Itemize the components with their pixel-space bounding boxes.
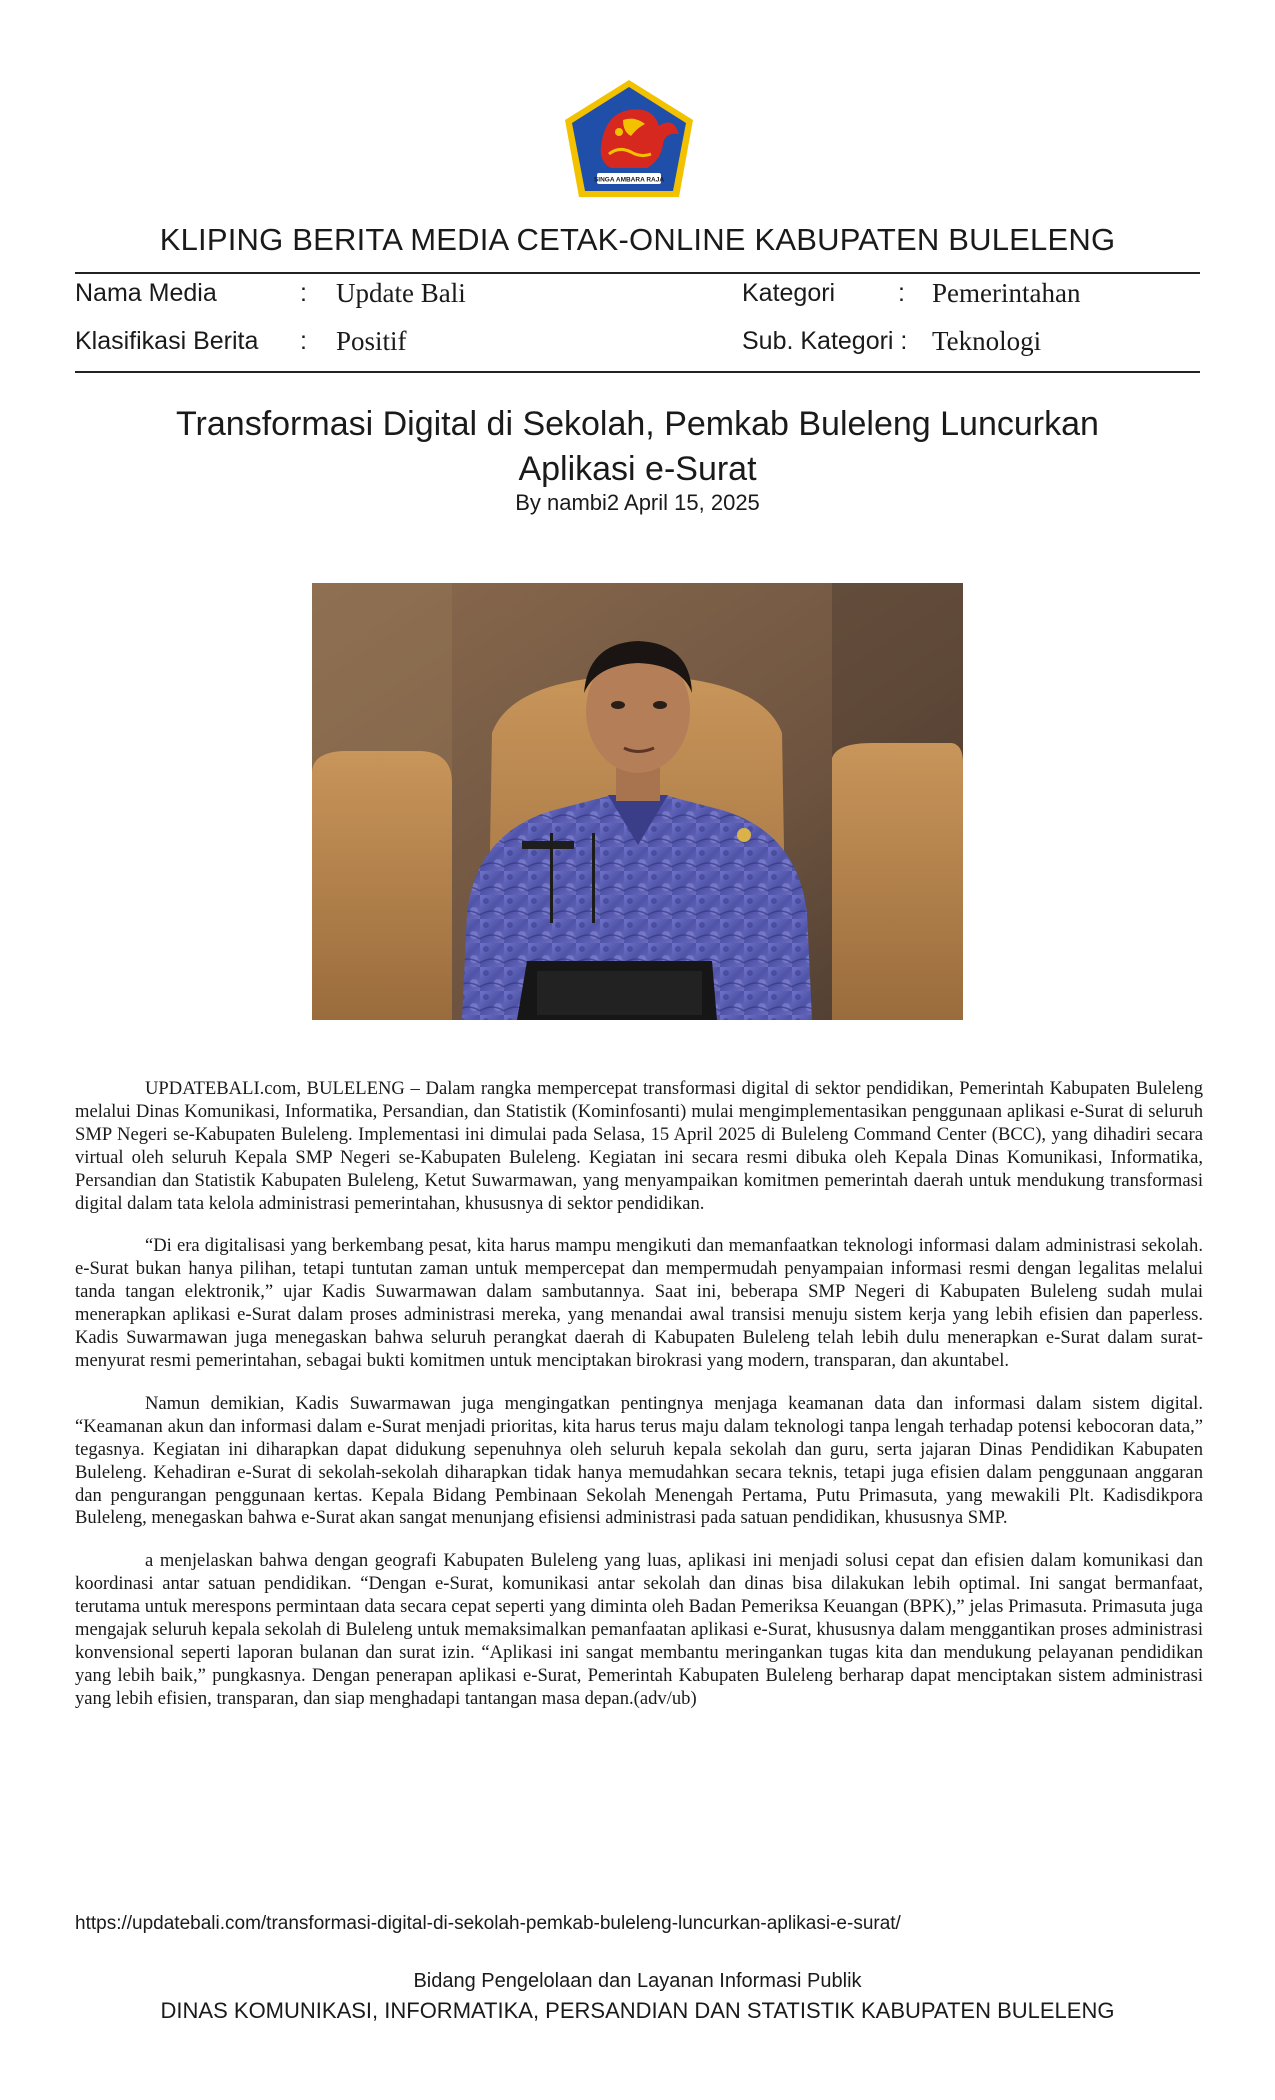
- header-divider-bottom: [75, 371, 1200, 373]
- footer-department: Bidang Pengelolaan dan Layanan Informasi Publik: [413, 1970, 862, 1992]
- klasifikasi-label: Klasifikasi Berita: [75, 327, 259, 355]
- kategori-separator: :: [898, 279, 905, 307]
- kategori-label: Kategori: [742, 279, 836, 307]
- footer-agency: DINAS KOMUNIKASI, INFORMATIKA, PERSANDIAN DAN STATISTIK KABUPATEN BULELENG: [160, 1998, 1115, 2023]
- article-paragraph: a menjelaskan bahwa dengan geografi Kabupaten Buleleng yang luas, aplikasi ini menjadi solusi cepat dan efisien dalam komunikasi dan koordinasi antar satuan pendidikan. “Dengan e-Surat, komunikasi antar sekolah dan dinas bisa dilakukan lebih optimal. Ini sangat bermanfaat, terutama untuk merespons permintaan data secara cepat seperti yang diminta oleh Badan Pemeriksa Keuangan (BPK),” jelas Primasuta. Primasuta juga mengajak seluruh kepala sekolah di Buleleng untuk memaksimalkan pemanfaatan aplikasi e-Surat, khususnya dalam menggantikan proses administrasi konvensional seperti laporan bulanan dan surat izin. “Aplikasi ini sangat membantu meringankan tugas kita dan mendukung pelayanan pendidikan yang lebih baik,” pungkasnya. Dengan penerapan aplikasi e-Surat, Pemerintah Kabupaten Buleleng berharap dapat menciptakan sistem administrasi yang lebih efisien, transparan, dan siap menghadapi tantangan masa depan.(adv/ub): [75, 1550, 1203, 1709]
- article-body: [75, 1078, 1203, 1731]
- article-paragraph: Namun demikian, Kadis Suwarmawan juga mengingatkan pentingnya menjaga keamanan data dan informasi dalam sistem digital. “Keamanan akun dan informasi dalam e-Surat menjadi prioritas, kita harus terus maju dalam teknologi tanpa lengah terhadap potensi kebocoran data,” tegasnya. Kegiatan ini diharapkan dapat didukung sepenuhnya oleh seluruh kepala sekolah dan guru, serta jajaran Dinas Pendidikan Kabupaten Buleleng. Kehadiran e-Surat di sekolah-sekolah diharapkan tidak hanya memudahkan secara teknis, tetapi juga efisien dalam penggunaan anggaran dan pengurangan penggunaan kertas. Kepala Bidang Pembinaan Sekolah Menengah Pertama, Putu Primasuta, yang mewakili Plt. Kadisdikpora Buleleng, menegaskan bahwa e-Surat akan sangat menunjang efisiensi administrasi pada satuan pendidikan, khususnya SMP.: [75, 1392, 1203, 1529]
- article-photo: [312, 583, 963, 1020]
- article-paragraph: “Di era digitalisasi yang berkembang pesat, kita harus mampu mengikuti dan memanfaatkan teknologi informasi dalam administrasi sekolah. e-Surat bukan hanya pilihan, tetapi tuntutan zaman untuk mempercepat dan mempermudah penyampaian informasi resmi dengan legalitas melalui tanda tangan elektronik,” ujar Kadis Suwarmawan dalam sambutannya. Saat ini, beberapa SMP Negeri di Kabupaten Buleleng sudah mulai menerapkan aplikasi e-Surat dalam proses administrasi mereka, yang menandai awal transisi menuju sistem kerja yang lebih efisien dan paperless. Kadis Suwarmawan juga menegaskan bahwa seluruh perangkat daerah di Kabupaten Buleleng telah lebih dulu menerapkan e-Surat dalam surat-menyurat resmi pemerintahan, sebagai bukti komitmen untuk menciptakan birokrasi yang modern, transparan, dan akuntabel.: [75, 1235, 1203, 1371]
- header-divider-top: [75, 272, 1200, 274]
- media-separator: :: [300, 279, 307, 307]
- article-byline: By nambi2 April 15, 2025: [515, 490, 760, 515]
- svg-text:SINGA AMBARA RAJA: SINGA AMBARA RAJA: [593, 176, 665, 184]
- clipping-header-title: KLIPING BERITA MEDIA CETAK-ONLINE KABUPATEN BULELENG: [159, 222, 1116, 257]
- article-title: [100, 402, 1175, 492]
- subkategori-value: Teknologi: [932, 326, 1042, 356]
- article-paragraph: UPDATEBALI.com, BULELENG – Dalam rangka mempercepat transformasi digital di sektor pendidikan, Pemerintah Kabupaten Buleleng melalui Dinas Komunikasi, Informatika, Persandian, dan Statistik (Kominfosanti) mulai mengimplementasikan penggunaan aplikasi e-Surat di seluruh SMP Negeri se-Kabupaten Buleleng. Implementasi ini dimulai pada Selasa, 15 April 2025 di Buleleng Command Center (BCC), yang dihadiri secara virtual oleh seluruh Kepala SMP Negeri se-Kabupaten Buleleng. Kegiatan ini secara resmi dibuka oleh Kepala Dinas Komunikasi, Informatika, Persandian dan Statistik Kabupaten Buleleng, Ketut Suwarmawan, yang menyampaikan komitmen pemerintah daerah untuk mendukung transformasi digital dalam tata kelola administrasi pemerintahan, khususnya di sektor pendidikan.: [75, 1078, 1203, 1214]
- klasifikasi-value: Positif: [336, 326, 407, 356]
- article-title-line-1: Transformasi Digital di Sekolah, Pemkab Buleleng Luncurkan: [176, 405, 1099, 443]
- kategori-value: Pemerintahan: [932, 278, 1081, 308]
- kabupaten-buleleng-logo: [561, 76, 697, 201]
- article-title-line-2: Aplikasi e-Surat: [518, 450, 757, 488]
- klasifikasi-separator: :: [300, 327, 307, 355]
- media-value: Update Bali: [336, 278, 466, 308]
- source-url-link[interactable]: https://updatebali.com/transformasi-digital-di-sekolah-pemkab-buleleng-luncurkan-aplikasi-e-surat/: [75, 1913, 901, 1934]
- media-label: Nama Media: [75, 279, 217, 307]
- subkategori-label: Sub. Kategori :: [742, 327, 908, 355]
